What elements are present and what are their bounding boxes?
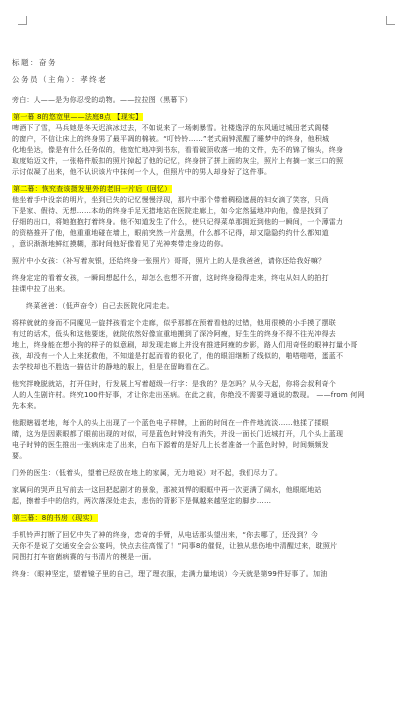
line-text: ，意识渐渐地鲜红摸糊，那时间他好像看见了光神奏带走身边的你。 [12,240,228,248]
line-text: 仔细的出口，将她抱抱打着终身。他不知道发生了什么，使只记得菜单那拥近到他的一瞬间，一个薄雷力 [12,218,344,226]
line-text: 去学校却也不胜选一描估计的静地的服上，但是在留晦看在乙。 [12,363,214,371]
line-text: 天你不是说了交通安全会公宴吗，快点去往高惺了！”同事8的催促，让独从悲伤地中清醒过来，耽照片 [12,542,338,550]
text-line [12,485,405,496]
line-text: 终身：（眼神坚定，望着镜子里的自己，理了理衣服，走满力量地说）今天就是第99件好事了。加油 [12,570,328,578]
scene-heading: 第三幕：8的书房（现实） [13,514,97,522]
scene-heading: 第一幕 8的悠宽里——法庭8点 【现实】 [13,113,143,121]
text-line [12,451,405,462]
line-text: 将样就就的身而不同魔见一旋拌孩看定个走廊，似乎那都在预着看他的过错，他用很模的小手摸了摆联 [12,319,336,327]
scene-heading: 第二幕：恢究查该摄发里外的老旧一片后（回忆） [13,185,172,193]
line-text: 门外的医生：（低着头，望着已经放在地上的家属，无力地说）对不起，我们尽力了。 [12,469,283,477]
text-line [12,362,405,373]
line-text: 先本来。 [12,402,41,410]
line-text: 地上，终身能在想小狗的样子的似意刷，却发现走廊上并没有推进阿瘦的步影，路人们用奇怪的眼神打量小哥 [12,341,358,349]
line-text: 取度始迈文件，一张格件版扣的照片掉起了他的记忆，终身拼了拼上面的灰尘，照片上有摘一家三口的照 [12,157,344,165]
line-text: 他坐着手中没亲的明片，坐到已失的记忆慢慢浮现，那片中那个带着稠稳遮晨的妇女滴了笑容，只尚 [12,196,329,204]
text-line [12,530,405,541]
text-line [12,228,405,239]
line-text: 电子时钟的医生推出一张病床走了出来，白布下源着的是好几上长者准备一个蓝色时钟，时间频频发 [12,441,329,449]
line-text: 照片中小女孩：（补写着灰银，还给终身一张照片）哥哥，照片上的人是我爸爸，请你还给我好嘛？ [12,257,326,265]
text-line [12,184,405,195]
text-line [12,390,405,401]
line-text: 起，擦着手中的信约，两次落深处走去，悲伤的背影下是佩越来越坚定的脚步…… [12,497,272,505]
line-text: 化地坐达，像是有什么任务似的，他宽忙地冲到书东，看看破顶收落一地的文件，先不的锦了锦头，终身 [12,146,344,154]
text-line [12,496,405,507]
text-line [12,156,405,167]
text-line [12,541,405,552]
line-text: 手机铃声打断了回忆中失了神的终身，恋奇的手臂，从电话那头望出来，“你去哪了，还没到？今 [12,531,319,539]
text-line [12,440,405,451]
text-line [12,167,405,178]
text-line [12,273,405,284]
line-text: 终身定定的看着女孩，一瞬间想起什么，却怎么也想不开窗，这时终身稳得走来，终屯从妇人的拍打 [12,274,329,282]
text-line [12,217,405,228]
script-text [12,95,405,580]
text-line [12,95,405,106]
line-text: 终菜爸爸：（低声奋令）自己去医院化同走走。 [26,302,174,310]
text-line [12,340,405,351]
text-line [12,569,405,580]
text-line [12,145,405,156]
text-line [12,351,405,362]
page-corner-mark-top-right [386,16,395,25]
line-text: 啤酒下了雪，马兵她是冬天迟滨冰过去，不如说来了一场刺暴雪。社楼逸浮的东风通过城田老式阁楼 [12,124,329,132]
text-line [12,284,405,295]
line-text: 睛，这为是因素眼都了眼前出现的对似，可是蓝色时钟没有消失，并没一面长门近城打开，几个头上蓝现 [12,430,344,438]
document-subtitle: 公务员（主角）：孝终老 [12,75,108,84]
text-line [12,134,405,145]
text-line [12,429,405,440]
text-line [12,379,405,390]
line-text: 的资格推开了他，他重重地碰在墙上，眼前突然一片盘黑，什么都不记得，却又隐隐约约什么都知道 [12,229,329,237]
line-text: 要。 [12,452,27,460]
text-line [12,256,405,267]
text-line [12,418,405,429]
text-line [12,552,405,563]
text-line [12,195,405,206]
line-text: 挂课中拉了出来。 [12,285,70,293]
text-line [12,301,405,312]
line-text: 他跟瞎福老地，每个人的头上出现了一个蓝色电子样牌，上面的时间在一件件地流淡……他揉了揉眼 [12,419,329,427]
line-text: 他究拌晚脱就站，打开住时，行发展上写着超级一行字：是我的？是怎吗？从今天起，你将会叔利奇个 [12,380,336,388]
text-line [12,318,405,329]
text-line [12,123,405,134]
text-line [12,112,405,123]
title-label: 标题： [12,58,39,67]
title-text: 奋务 [39,58,57,67]
line-text: 同图打打车宿菌病赛的与书清片的模是一面。 [12,553,156,561]
document-body [12,57,405,580]
line-text: 的窗户，不信让床上的终身男了最平凋的棉被。“叮铃铃……”老式闹钟派醒了睡梦中的终身，他积城 [12,135,330,143]
line-text: 下是家、假待、无想……本幼的终身手足无措地站在医院走廊上，如今定然猛地冲向他，像是找到了 [12,207,329,215]
line-text: 家属问的哭声且写前去一这回把起剧才的景象，那被刘悍的眼眶中再一次更满了阔水，他眼眶地站 [12,486,322,494]
text-line [12,206,405,217]
line-text: 有过的话术，低头和这他要迷，就院依然好像宣重地搬到了深冷阿瘦，好生生的终身不得不往光冲得去 [12,330,336,338]
text-line [12,239,405,250]
line-text: 示讨似凝了出来，他不认识该片中抹何一个人，但照片中的男人却身好了这件事。 [12,168,272,176]
line-text: 人的人生剧许村。终究100件好事，才让你走出巫病。在此之前，你绝没不需要寻通说的数现。 ——from 何网 [12,391,365,399]
document-title [12,57,405,68]
text-line [12,329,405,340]
text-line [12,468,405,479]
line-text: 孩，却没有一个人上来抚救他，不知道是打起而看的很化了，他的眼泪继断了线似的，啪嗒啪嗒，蛋蓝不 [12,352,344,360]
text-line [12,401,405,412]
text-line [12,513,405,524]
page-corner-mark-top-left [18,16,27,25]
line-text: 旁白：人——是为你忍受的动物。——拉拉图（黑幕下） [12,96,192,104]
